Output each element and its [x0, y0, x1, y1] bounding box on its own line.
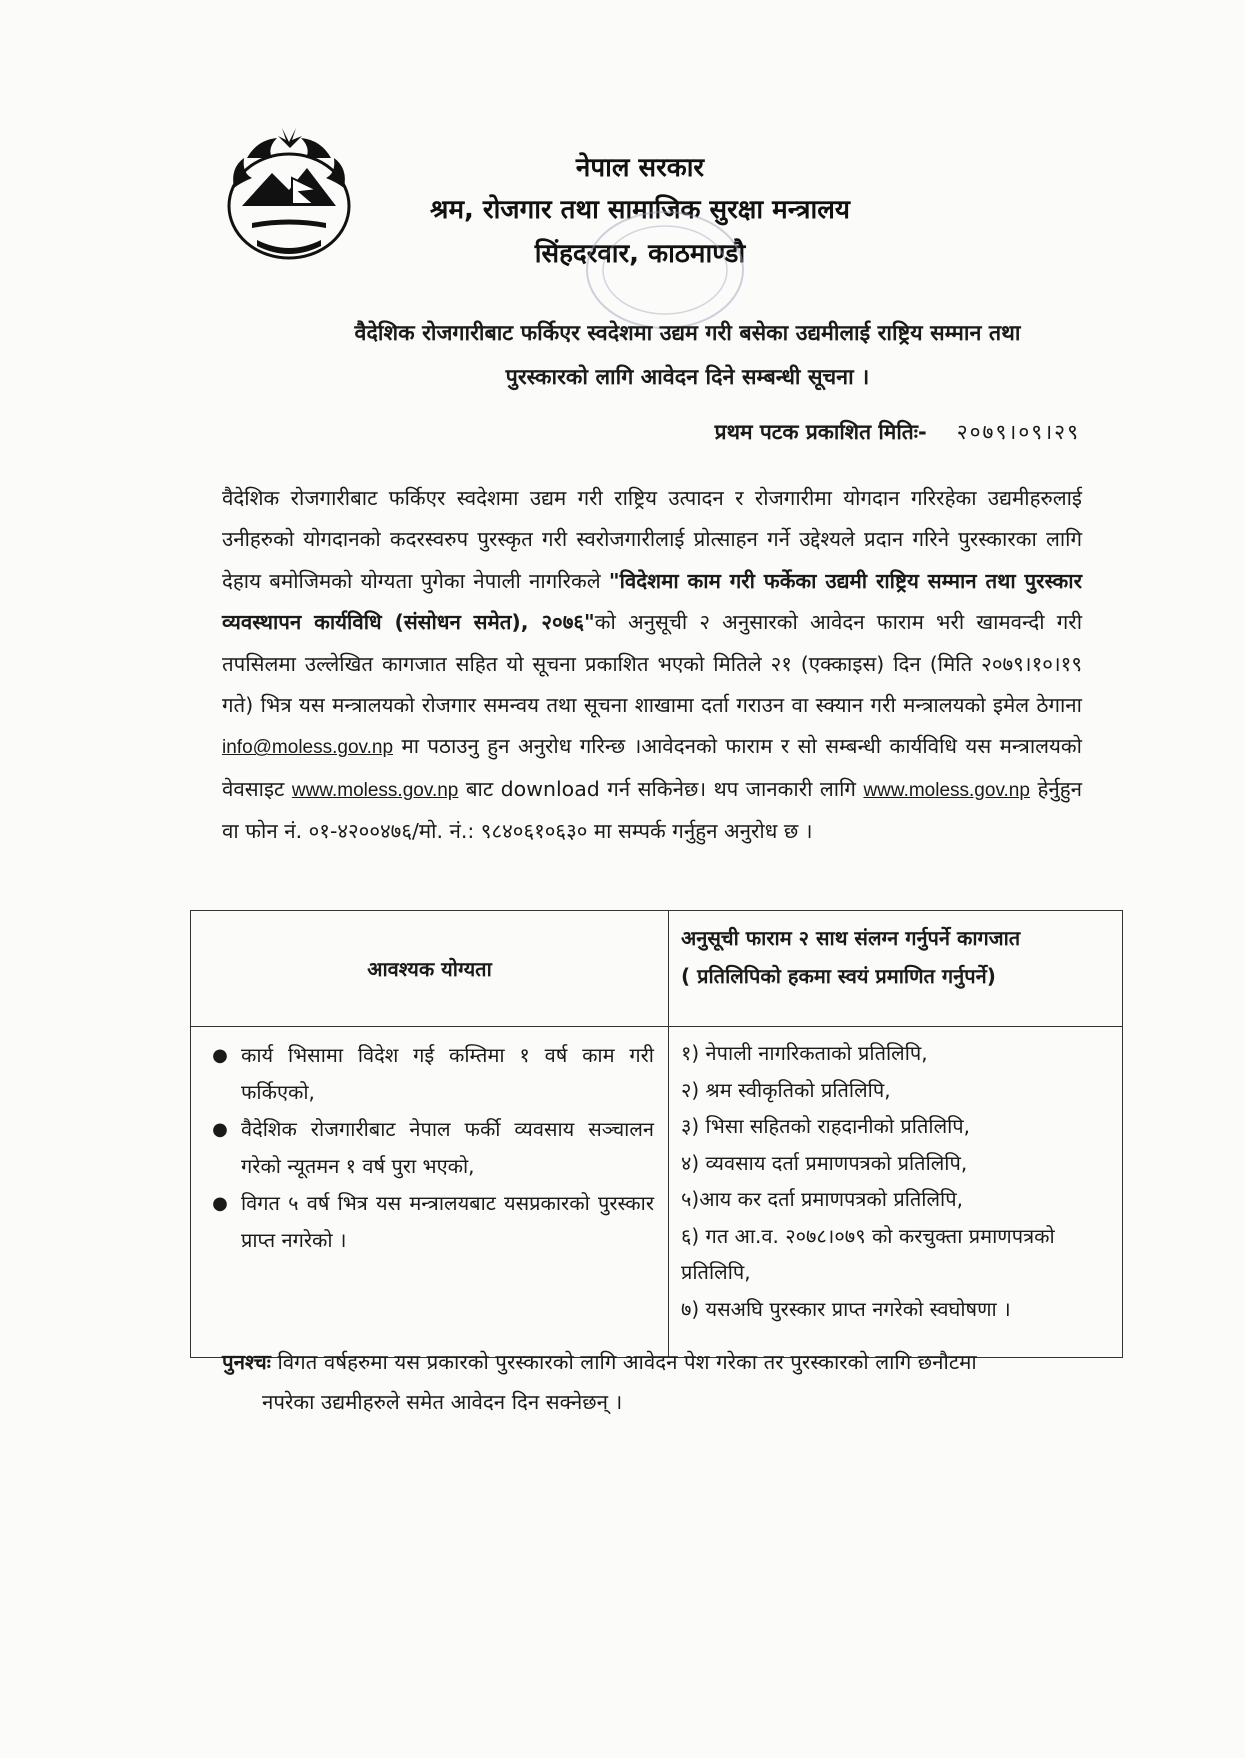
- body-part-2: को अनुसूची २ अनुसारको आवेदन फाराम भरी खामवन्दी गरी तपसिलमा उल्लेखित कागजात सहित यो सूचना प्रकाशित भएको मितिले २१ (एक्काइस) दिन (मिति २०७९।१०।१९ गते) भित्र यस मन्त्रालयको रोजगार समन्वय तथा सूचना शाखामा दर्ता गराउन वा स्क्यान गरी मन्त्रालयको इमेल ठेगाना: [222, 610, 1082, 718]
- list-item: ६) गत आ.व. २०७८।०७९ को करचुक्ता प्रमाणपत्रको प्रतिलिपि,: [681, 1223, 1055, 1284]
- website-link-2[interactable]: www.moless.gov.np: [863, 779, 1030, 801]
- list-item: [199, 1185, 654, 1259]
- bullet-icon: ●: [212, 1119, 228, 1140]
- body-part-4: बाट download गर्न सकिनेछ। थप जानकारी लागि: [465, 776, 856, 801]
- qualification-text: वैदेशिक रोजगारीबाट नेपाल फर्की व्यवसाय सञ्चालन गरेको न्यूतमन १ वर्ष पुरा भएको,: [241, 1117, 654, 1178]
- documents-cell: [669, 1027, 1123, 1358]
- list-item: [199, 1111, 654, 1185]
- qualification-text: कार्य भिसामा विदेश गई कम्तिमा १ वर्ष काम गरी फर्किएको,: [241, 1043, 654, 1104]
- body-part-1: वैदेशिक रोजगारीबाट फर्किएर स्वदेशमा उद्यम गरी राष्ट्रिय उत्पादन र रोजगारीमा योगदान गरिरहेका उद्यमीहरुलाई उनीहरुको योगदानको कदरस्वरुप पुरस्कृत गरी स्वरोजगारीलाई प्रोत्साहन गर्ने उद्देश्यले प्रदान गरिने पुरस्कारका लागि देहाय बमोजिमको योग्यता पुगेका नेपाली नागरिकले: [222, 486, 1082, 593]
- documents-header-line-1: अनुसूची फाराम २ साथ संलग्न गर्नुपर्ने कागजात: [681, 926, 1021, 950]
- procedure-title: "विदेशमा काम गरी फर्केका उद्यमी राष्ट्रिय सम्मान तथा पुरस्कार व्यवस्थापन कार्यविधि (संसोधन समेत), २०७६": [222, 568, 1082, 635]
- note-text-2: नपरेका उद्यमीहरुले समेत आवेदन दिन सक्नेछन् ।: [262, 1390, 623, 1414]
- postscript-note: [222, 1342, 1092, 1422]
- body-part-5: हेर्नुहुन वा फोन नं. ०१-४२००४७६/मो. नं.: ९८४०६१०६३० मा सम्पर्क गर्नुहुन अनुरोध छ ।: [222, 776, 1082, 844]
- list-item: ४) व्यवसाय दर्ता प्रमाणपत्रको प्रतिलिपि,: [681, 1150, 968, 1175]
- ministry-name: श्रम, रोजगार तथा सामाजिक सुरक्षा मन्त्रालय: [430, 195, 850, 225]
- body-part-3: मा पठाउनु हुन अनुरोध गरिन्छ ।आवेदनको फाराम र सो सम्बन्धी कार्यविधि यस मन्त्रालयको वेवसाइट: [222, 734, 1082, 801]
- notice-subject: [310, 312, 1065, 400]
- note-line-1: [222, 1342, 1092, 1382]
- list-item: [199, 1037, 654, 1111]
- bullet-icon: ●: [212, 1193, 228, 1214]
- note-label: पुनश्चः: [222, 1350, 271, 1374]
- publication-date-label: प्रथम पटक प्रकाशित मितिः-: [714, 420, 927, 444]
- subject-line-1: वैदेशिक रोजगारीबाट फर्किएर स्वदेशमा उद्यम गरी बसेका उद्यमीलाई राष्ट्रिय सम्मान तथा: [354, 321, 1021, 346]
- qualification-header: आवश्यक योग्यता: [191, 911, 669, 1027]
- government-name: नेपाल सरकार: [575, 153, 705, 183]
- publication-date-value: २०७९।०९।२९: [956, 420, 1080, 444]
- email-link[interactable]: info@moless.gov.np: [222, 737, 394, 759]
- table-row: [191, 1027, 1123, 1358]
- qualifications-cell: [191, 1027, 669, 1358]
- documents-header: [669, 911, 1123, 1027]
- notice-body: [222, 478, 1082, 853]
- qualification-text: विगत ५ वर्ष भित्र यस मन्त्रालयबाट यसप्रकारको पुरस्कार प्राप्त नगरेको ।: [241, 1191, 654, 1252]
- subject-line-2: पुरस्कारको लागि आवेदन दिने सम्बन्धी सूचना ।: [505, 365, 870, 390]
- website-link[interactable]: www.moless.gov.np: [291, 779, 459, 801]
- list-item: ५)आय कर दर्ता प्रमाणपत्रको प्रतिलिपि,: [681, 1187, 963, 1211]
- nepal-emblem-icon: [222, 128, 356, 268]
- documents-header-line-2: ( प्रतिलिपिको हकमा स्वयं प्रमाणित गर्नुपर्ने): [681, 964, 996, 988]
- list-item: १) नेपाली नागरिकताको प्रतिलिपि,: [681, 1041, 928, 1065]
- list-item: ७) यसअघि पुरस्कार प्राप्त नगरेको स्वघोषणा ।: [681, 1296, 1011, 1321]
- list-item: ३) भिसा सहितको राहदानीको प्रतिलिपि,: [681, 1114, 971, 1138]
- note-text-1: विगत वर्षहरुमा यस प्रकारको पुरस्कारको लागि आवेदन पेश गरेका तर पुरस्कारको लागि छनौटमा: [277, 1350, 977, 1374]
- requirements-table: [190, 910, 1123, 1358]
- table-header-row: [191, 911, 1123, 1027]
- list-item: २) श्रम स्वीकृतिको प्रतिलिपि,: [681, 1077, 891, 1102]
- bullet-icon: ●: [212, 1045, 228, 1066]
- ministry-address: सिंहदरवार, काठमाण्डौ: [534, 239, 746, 269]
- publication-date: [715, 418, 1080, 446]
